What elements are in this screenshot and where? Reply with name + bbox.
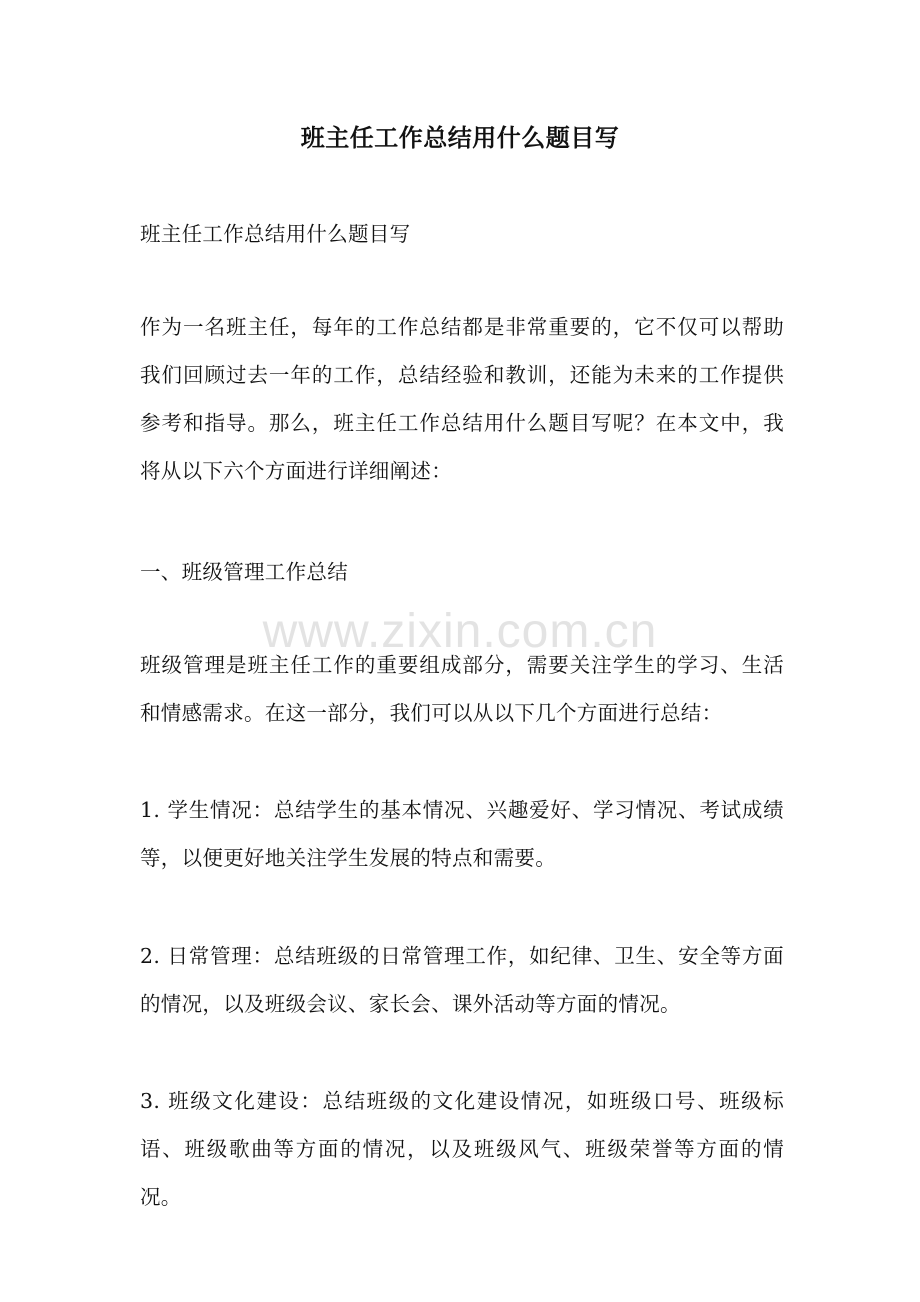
section-heading: 一、班级管理工作总结 xyxy=(140,560,348,584)
section-intro-paragraph: 班级管理是班主任工作的重要组成部分，需要关注学生的学习、生活和情感需求。在这一部分，我们可以从以下几个方面进行总结： xyxy=(140,653,784,725)
document-title: 班主任工作总结用什么题目写 xyxy=(300,123,620,152)
intro-paragraph: 作为一名班主任，每年的工作总结都是非常重要的，它不仅可以帮助我们回顾过去一年的工作，总结经验和教训，还能为未来的工作提供参考和指导。那么，班主任工作总结用什么题目写呢？在本文中，我将从以下六个方面进行详细阐述： xyxy=(140,315,784,483)
document-subtitle: 班主任工作总结用什么题目写 xyxy=(140,222,411,246)
list-item-2: 2. 日常管理：总结班级的日常管理工作，如纪律、卫生、安全等方面的情况，以及班级会议、家长会、课外活动等方面的情况。 xyxy=(140,944,784,1016)
list-item-3: 3. 班级文化建设：总结班级的文化建设情况，如班级口号、班级标语、班级歌曲等方面的情况，以及班级风气、班级荣誉等方面的情况。 xyxy=(140,1089,784,1209)
watermark: www.zixin.com.cn xyxy=(262,605,658,658)
list-item-1: 1. 学生情况：总结学生的基本情况、兴趣爱好、学习情况、考试成绩等，以便更好地关注学生发展的特点和需要。 xyxy=(140,798,784,870)
